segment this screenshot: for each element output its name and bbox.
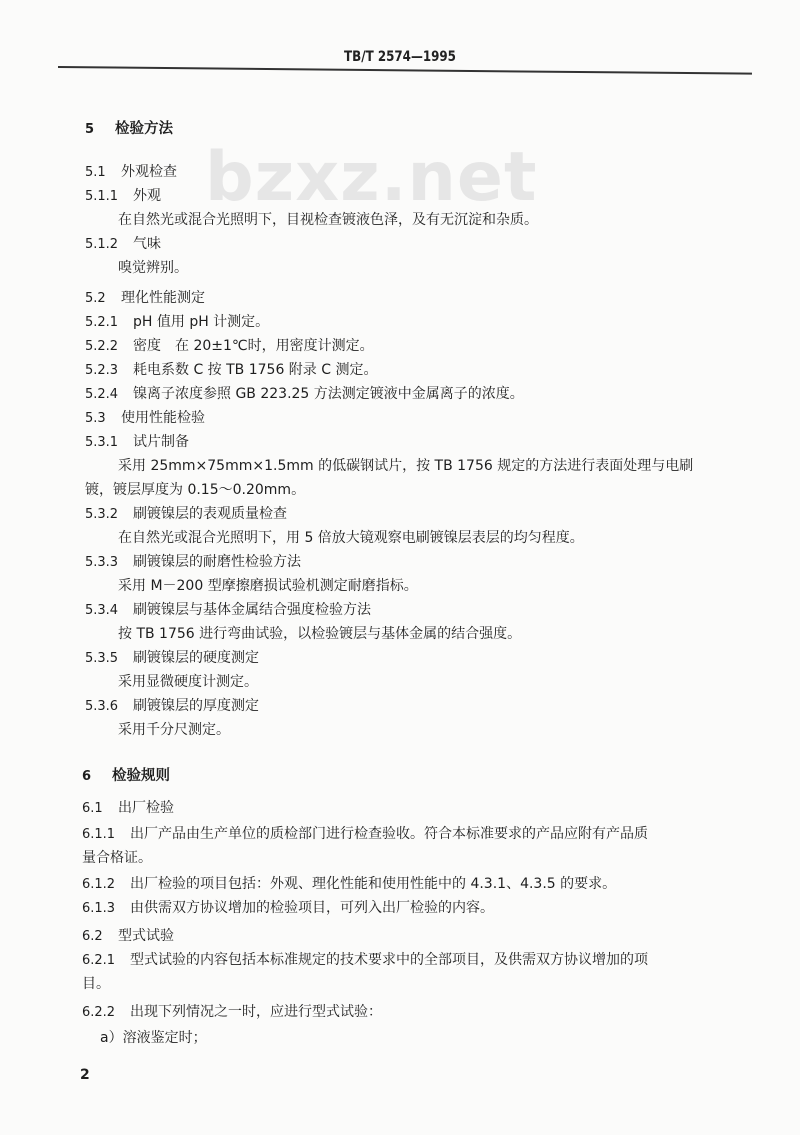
line-text: 在自然光或混合光照明下，目视检查镀液色泽，及有无沉淀和杂质。 [118, 212, 538, 228]
line-text: 密度 在 20±1℃时，用密度计测定。 [133, 338, 374, 354]
clause-number: 5.2.3 [85, 363, 119, 378]
line-text: 理化性能测定 [121, 290, 205, 306]
clause-number: 5.3.4 [85, 603, 119, 618]
clause-heading [85, 338, 374, 355]
line-text: 外观检查 [121, 164, 177, 180]
clause-number: 5.2.4 [85, 387, 119, 402]
line-text: pH 值用 pH 计测定。 [133, 314, 270, 330]
clause-heading [82, 952, 648, 969]
clause-number: 5 [85, 122, 95, 137]
clause-heading [85, 314, 269, 331]
line-text: 镀，镀层厚度为 0.15～0.20mm。 [85, 482, 306, 498]
line-text: 出厂产品由生产单位的质检部门进行检查验收。符合本标准要求的产品应附有产品质 [130, 826, 648, 842]
line-text: 型式试验 [118, 928, 174, 944]
clause-heading [85, 164, 177, 181]
line-text: 气味 [133, 236, 161, 252]
clause-number: 6.1.2 [82, 877, 116, 892]
watermark: bzxz.net [205, 138, 538, 217]
clause-heading [82, 826, 648, 843]
line-text: 量合格证。 [82, 850, 152, 866]
clause-number: 6.1.3 [82, 901, 116, 916]
line-text: 外观 [133, 188, 161, 204]
clause-number: 5.1 [85, 165, 106, 180]
line-text: 刷镀镍层的硬度测定 [133, 650, 259, 666]
line-text: 试片制备 [133, 434, 189, 450]
standard-code-header: TB/T 2574—1995 [344, 49, 456, 65]
line-text: 由供需双方协议增加的检验项目，可列入出厂检验的内容。 [130, 900, 494, 916]
line-text: 出厂检验的项目包括：外观、理化性能和使用性能中的 4.3.1、4.3.5 的要求。 [130, 876, 617, 892]
paragraph-line [82, 850, 152, 866]
line-text: 检验方法 [115, 121, 173, 137]
clause-heading [82, 1004, 382, 1021]
line-text: 目。 [82, 976, 110, 992]
paragraph-line [118, 722, 230, 738]
header-rule [58, 66, 752, 75]
line-text: 使用性能检验 [121, 410, 205, 426]
clause-number: 5.2.1 [85, 315, 119, 330]
clause-number: 6.1.1 [82, 827, 116, 842]
line-text: 采用千分尺测定。 [118, 722, 230, 738]
paragraph-line [118, 626, 521, 642]
page-number: 2 [80, 1067, 90, 1083]
clause-heading [85, 506, 287, 523]
line-text: 嗅觉辨别。 [118, 260, 188, 276]
line-text: 镍离子浓度参照 GB 223.25 方法测定镀液中金属离子的浓度。 [133, 386, 524, 402]
line-text: 刷镀镍层的耐磨性检验方法 [133, 554, 301, 570]
line-text: 耗电系数 C 按 TB 1756 附录 C 测定。 [133, 362, 378, 378]
paragraph-line [118, 530, 584, 546]
section-heading [85, 121, 173, 138]
line-text: 按 TB 1756 进行弯曲试验，以检验镀层与基体金属的结合强度。 [118, 626, 522, 642]
line-text: 采用 25mm×75mm×1.5mm 的低碳钢试片，按 TB 1756 规定的方法进行表面处理与电刷 [118, 458, 694, 474]
clause-number: 6.1 [82, 801, 103, 816]
line-text: a）溶液鉴定时； [100, 1030, 207, 1046]
clause-number: 5.3.2 [85, 507, 119, 522]
clause-heading [82, 876, 616, 893]
clause-heading [85, 434, 189, 451]
clause-number: 5.3.1 [85, 435, 119, 450]
clause-heading [85, 698, 259, 715]
clause-number: 5.3.3 [85, 555, 119, 570]
paragraph-line [118, 458, 693, 474]
clause-heading [85, 554, 301, 571]
clause-number: 5.3.6 [85, 699, 119, 714]
clause-heading [85, 650, 259, 667]
clause-heading [85, 362, 378, 379]
section-heading [82, 768, 170, 785]
paragraph-line [85, 482, 305, 498]
clause-number: 5.1.2 [85, 237, 119, 252]
line-text: 刷镀镍层与基体金属结合强度检验方法 [133, 602, 371, 618]
clause-number: 5.3 [85, 411, 106, 426]
paragraph-line [82, 976, 110, 992]
clause-number: 5.1.1 [85, 189, 119, 204]
line-text: 采用 M－200 型摩擦磨损试验机测定耐磨指标。 [118, 578, 418, 594]
line-text: 出厂检验 [118, 800, 174, 816]
clause-number: 6.2.1 [82, 953, 116, 968]
clause-number: 6.2 [82, 929, 103, 944]
paragraph-line [118, 674, 258, 690]
clause-heading [85, 290, 205, 307]
clause-heading [85, 236, 161, 253]
clause-number: 5.2.2 [85, 339, 119, 354]
clause-heading [85, 410, 205, 427]
paragraph-line [118, 260, 188, 276]
clause-number: 6 [82, 769, 92, 784]
clause-heading [82, 900, 494, 917]
clause-number: 6.2.2 [82, 1005, 116, 1020]
line-text: 刷镀镍层的厚度测定 [133, 698, 259, 714]
clause-number: 5.2 [85, 291, 106, 306]
clause-heading [85, 188, 161, 205]
line-text: 刷镀镍层的表观质量检查 [133, 506, 287, 522]
line-text: 型式试验的内容包括本标准规定的技术要求中的全部项目，及供需双方协议增加的项 [130, 952, 648, 968]
line-text: 在自然光或混合光照明下，用 5 倍放大镜观察电刷镀镍层表层的均匀程度。 [118, 530, 584, 546]
clause-heading [82, 928, 174, 945]
clause-number: 5.3.5 [85, 651, 119, 666]
line-text: 采用显微硬度计测定。 [118, 674, 258, 690]
paragraph-line [118, 212, 538, 228]
clause-heading [85, 602, 371, 619]
clause-heading [82, 800, 174, 817]
paragraph-line [100, 1030, 207, 1046]
line-text: 检验规则 [112, 768, 170, 784]
clause-heading [85, 386, 524, 403]
paragraph-line [118, 578, 418, 594]
line-text: 出现下列情况之一时，应进行型式试验： [130, 1004, 382, 1020]
